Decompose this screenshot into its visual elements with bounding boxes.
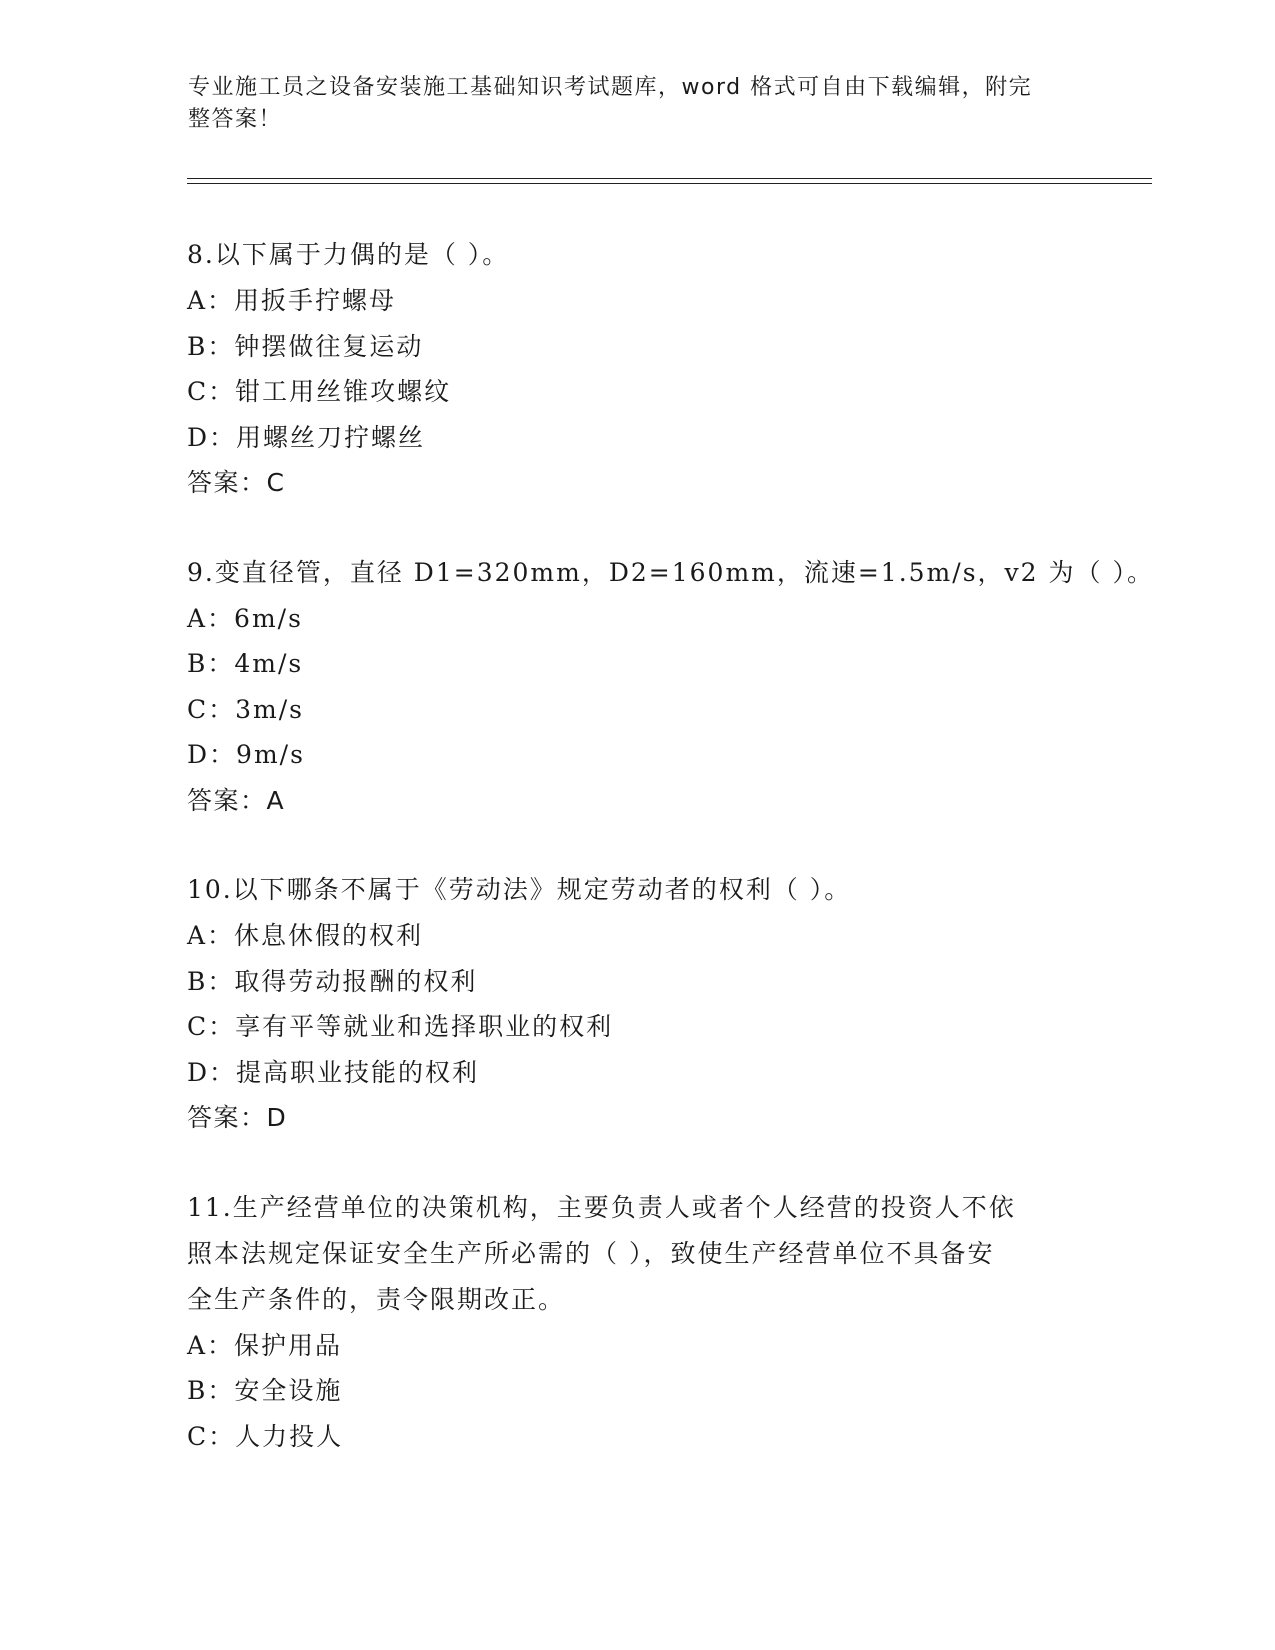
header-divider-bottom <box>187 183 1152 184</box>
option-d: D：用螺丝刀拧螺丝 <box>187 422 426 452</box>
question-stem-line-3: 全生产条件的，责令限期改正。 <box>187 1284 566 1314</box>
answer-line: 答案：A <box>187 785 286 815</box>
question-stem: 10.以下哪条不属于《劳动法》规定劳动者的权利（ ）。 <box>187 875 852 904</box>
option-c: C：人力投人 <box>187 1421 344 1451</box>
question-stem: 9.变直径管，直径 D1=320mm，D2=160mm，流速=1.5m/s，v2 为（ ）。 <box>187 557 1154 587</box>
question-11 <box>187 1185 1087 1460</box>
answer-line: 答案：D <box>187 1103 288 1132</box>
option-d: D：9m/s <box>187 740 305 769</box>
option-b: B：钟摆做往复运动 <box>187 331 424 361</box>
question-stem-line-1: 11.生产经营单位的决策机构，主要负责人或者个人经营的投资人不依 <box>187 1192 1016 1222</box>
option-b: B：4m/s <box>187 649 304 678</box>
option-c: C：3m/s <box>187 694 304 724</box>
option-b: B：安全设施 <box>187 1376 343 1405</box>
header-line-1: 专业施工员之设备安装施工基础知识考试题库，word 格式可自由下载编辑，附完 <box>188 75 1033 100</box>
header-divider-top <box>187 178 1152 179</box>
option-a: A：6m/s <box>187 603 303 633</box>
option-a: A：保护用品 <box>187 1330 343 1360</box>
option-a: A：休息休假的权利 <box>187 921 424 950</box>
question-8 <box>187 232 1087 506</box>
question-9 <box>187 550 1154 824</box>
option-a: A：用扳手拧螺母 <box>187 286 397 315</box>
document-header <box>188 72 1088 136</box>
option-c: C：享有平等就业和选择职业的权利 <box>187 1012 614 1041</box>
option-b: B：取得劳动报酬的权利 <box>187 966 478 996</box>
option-c: C：钳工用丝锥攻螺纹 <box>187 377 452 406</box>
question-list <box>187 232 1154 1503</box>
answer-line: 答案：C <box>187 468 286 497</box>
header-line-2: 整答案！ <box>188 107 283 132</box>
question-stem: 8.以下属于力偶的是（ ）。 <box>187 240 510 269</box>
option-d: D：提高职业技能的权利 <box>187 1057 480 1087</box>
question-stem-line-2: 照本法规定保证安全生产所必需的（ ），致使生产经营单位不具备安 <box>187 1238 995 1268</box>
question-10 <box>187 867 1087 1141</box>
